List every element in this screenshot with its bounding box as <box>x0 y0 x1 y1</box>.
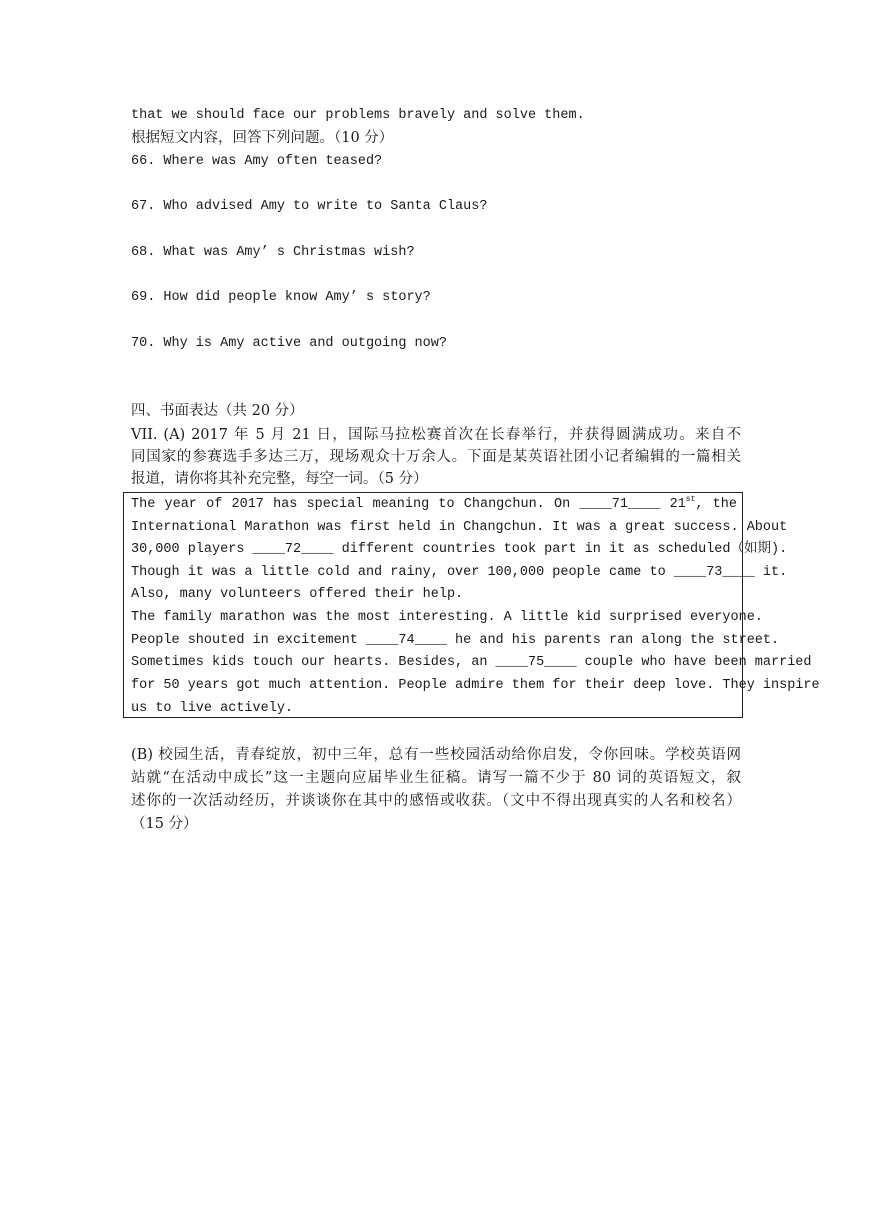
part-a-line-1: VII. (A) 2017 年 5 月 21 日，国际马拉松赛首次在长春举行，并获得圆满成功。来自不 <box>131 427 741 443</box>
question-68: 68. What was Amy’ s Christmas wish? <box>131 245 415 260</box>
passage-line-1-end: , the <box>695 497 737 512</box>
passage-line-1-text: The year of 2017 has special meaning to Changchun. On ____71____ 21 <box>131 497 686 512</box>
passage-line-10: us to live actively. <box>131 700 294 716</box>
passage-line-8: Sometimes kids touch our hearts. Besides, an ____75____ couple who have been married <box>131 655 812 670</box>
part-b-line-4: （15 分） <box>131 816 198 832</box>
part-a-line-2: 同国家的参赛选手多达三万，现场观众十万余人。下面是某英语社团小记者编辑的一篇相关 <box>131 449 741 465</box>
passage-box <box>123 492 820 718</box>
question-69: 69. How did people know Amy’ s story? <box>131 290 431 305</box>
part-b-line-1: (B) 校园生活，青春绽放，初中三年，总有一些校园活动给你启发，令你回味。学校英语网 <box>131 747 741 763</box>
instruction: 根据短文内容，回答下列问题。（10 分） <box>131 130 394 146</box>
passage-line-9: for 50 years got much attention. People admire them for their deep love. They inspire <box>131 678 820 693</box>
question-67: 67. Who advised Amy to write to Santa Claus? <box>131 199 488 214</box>
passage-line-2: International Marathon was first held in Changchun. It was a great success. About <box>131 519 788 535</box>
part-b-line-2: 站就“在活动中成长”这一主题向应届毕业生征稿。请写一篇不少于 80 词的英语短文，叙 <box>131 770 741 786</box>
section-heading: 四、书面表达（共 20 分） <box>131 403 304 419</box>
question-66: 66. Where was Amy often teased? <box>131 154 383 169</box>
intro-line: that we should face our problems bravely and solve them. <box>131 108 585 123</box>
passage-line-4: Though it was a little cold and rainy, over 100,000 people came to ____73____ it. <box>131 564 788 580</box>
passage-line-3: 30,000 players ____72____ different countries took part in it as scheduled（如期). <box>131 542 788 557</box>
passage-line-6: The family marathon was the most interesting. A little kid surprised everyone. <box>131 610 763 625</box>
question-70: 70. Why is Amy active and outgoing now? <box>131 336 447 351</box>
passage-line-5: Also, many volunteers offered their help. <box>131 587 464 602</box>
passage-line-1 <box>131 495 737 515</box>
passage-line-7: People shouted in excitement ____74____ he and his parents ran along the street. <box>131 632 780 648</box>
part-a-line-3: 报道，请你将其补充完整，每空一词。（5 分） <box>131 471 428 487</box>
ordinal-suffix: st <box>685 495 696 504</box>
part-b-line-3: 述你的一次活动经历，并谈谈你在其中的感悟或收获。（文中不得出现真实的人名和校名） <box>131 793 741 809</box>
